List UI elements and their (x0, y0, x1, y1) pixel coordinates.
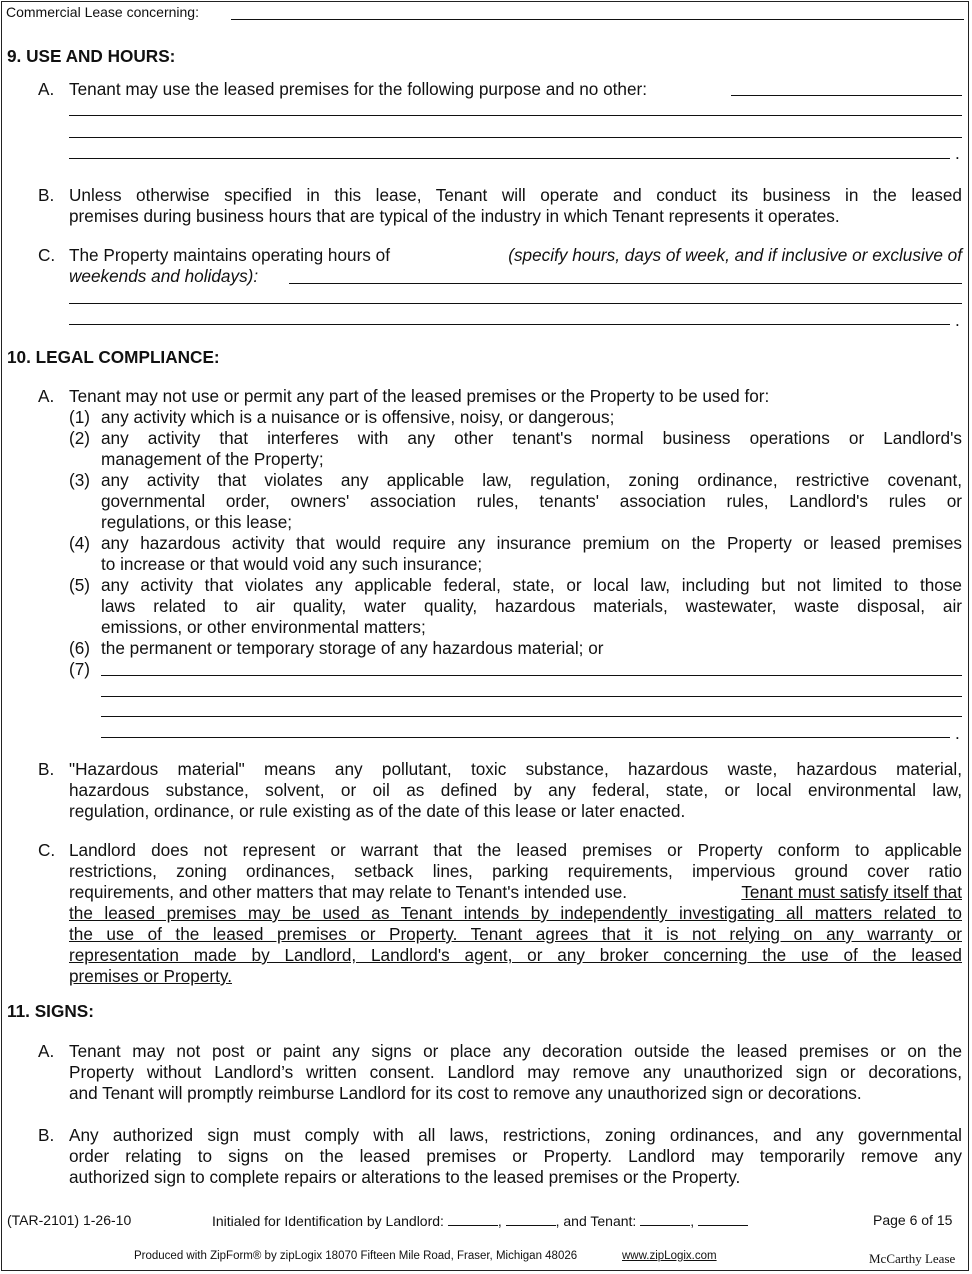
item-7-blank-1[interactable] (101, 675, 962, 676)
item-5-num: (5) (69, 575, 91, 595)
s10-c-line3-plain: requirements, and other matters that may relate to Tenant's intended use. (69, 882, 628, 902)
s10-c-under-line1: the leased premises may be used as Tenant intends by independently investigating all matters related to (69, 903, 962, 923)
purpose-blank-3[interactable] (69, 137, 962, 138)
item-7-blank-2[interactable] (101, 696, 962, 697)
s10-b-label: B. (38, 759, 55, 779)
s9-c-line1-italic: (specify hours, days of week, and if inclusive or exclusive of (508, 245, 962, 265)
hours-blank-3[interactable] (69, 324, 950, 325)
item-3-line2: governmental order, owners' association rules, tenants' association rules, Landlord's rules or (101, 491, 962, 511)
footer-initials (212, 1212, 748, 1229)
s10-c-line3-underlined: Tenant must satisfy itself that (741, 882, 962, 902)
item-4-line1: any hazardous activity that would require any insurance premium on the Property or leased premises (101, 533, 962, 553)
s10-a-intro: Tenant may not use or permit any part of the leased premises or the Property to be used for: (69, 386, 770, 406)
item-2-line2: management of the Property; (101, 449, 324, 469)
s10-b-line1: "Hazardous material" means any pollutant, toxic substance, hazardous waste, hazardous material, (69, 759, 962, 779)
period: . (955, 310, 960, 330)
purpose-blank-4[interactable] (69, 158, 950, 159)
item-5-line3: emissions, or other environmental matters; (101, 617, 426, 637)
landlord-initial-blank-2[interactable] (506, 1212, 556, 1226)
file-name: McCarthy Lease (869, 1251, 956, 1266)
produced-by: Produced with ZipForm® by zipLogix 18070 Fifteen Mile Road, Fraser, Michigan 48026 (134, 1250, 578, 1262)
s10-b-line2: hazardous substance, solvent, or oil as defined by any federal, state, or local environmental law, (69, 780, 962, 800)
s9-a-label: A. (38, 79, 55, 99)
s10-c-under-line4: premises or Property. (69, 966, 233, 986)
s10-c-label: C. (38, 840, 56, 860)
ziplogix-link[interactable]: www.zipLogix.com (622, 1250, 717, 1262)
s9-b-line1: Unless otherwise specified in this lease, Tenant will operate and conduct its business in the leased (69, 185, 962, 205)
item-1-num: (1) (69, 407, 91, 427)
s10-b-line3: regulation, ordinance, or rule existing as of the date of this lease or later enacted. (69, 801, 686, 821)
s9-b-line2: premises during business hours that are typical of the industry in which Tenant represents it operates. (69, 206, 840, 226)
s11-a-line1: Tenant may not post or paint any signs or place any decoration outside the leased premises or on the (69, 1041, 962, 1061)
s9-c-line2: weekends and holidays): (69, 266, 259, 286)
item-6-num: (6) (69, 638, 91, 658)
purpose-blank-2[interactable] (69, 115, 962, 116)
s9-c-label: C. (38, 245, 56, 265)
document-header: Commercial Lease concerning: (6, 4, 199, 20)
s10-c-line3 (69, 882, 962, 903)
item-7-blank-4[interactable] (101, 737, 950, 738)
item-3-line1: any activity that violates any applicable law, regulation, zoning ordinance, restrictive covenant, (101, 470, 962, 490)
item-2-num: (2) (69, 428, 91, 448)
s9-a-text: Tenant may use the leased premises for the following purpose and no other: (69, 79, 648, 99)
s9-c-line1 (69, 245, 962, 266)
s10-c-line2: restrictions, zoning ordinances, setback lines, parking requirements, impervious ground cover ratio (69, 861, 962, 881)
hours-blank-1[interactable] (289, 283, 962, 284)
item-1-line1: any activity which is a nuisance or is offensive, noisy, or dangerous; (101, 407, 615, 427)
page-number: Page 6 of 15 (873, 1212, 953, 1228)
purpose-blank-1[interactable] (731, 95, 962, 96)
section-9-heading: 9. USE AND HOURS: (7, 46, 176, 66)
s10-c-under-line2: the use of the leased premises or Property. Tenant agrees that it is not relying on any warranty or (69, 924, 962, 944)
section-11-heading: 11. SIGNS: (7, 1001, 94, 1021)
comma-sep-2: , (690, 1213, 695, 1229)
form-id: (TAR-2101) 1-26-10 (7, 1212, 132, 1228)
item-4-line2: to increase or that would void any such insurance; (101, 554, 483, 574)
s11-b-line2: order relating to signs on the leased premises or Property. Landlord may temporarily remove any (69, 1146, 962, 1166)
section-10-heading: 10. LEGAL COMPLIANCE: (7, 347, 220, 367)
s10-c-under-line3: representation made by Landlord, Landlord's agent, or any broker concerning the use of the leased (69, 945, 962, 965)
and-tenant-label: , and Tenant: (555, 1213, 637, 1229)
property-address-blank[interactable] (231, 19, 964, 20)
item-5-line1: any activity that violates any applicable federal, state, or local law, including but not limited to those (101, 575, 962, 595)
tenant-initial-blank-2[interactable] (698, 1212, 748, 1226)
item-4-num: (4) (69, 533, 91, 553)
s11-b-line1: Any authorized sign must comply with all laws, restrictions, zoning ordinances, and any governmental (69, 1125, 962, 1145)
tenant-initial-blank-1[interactable] (640, 1212, 690, 1226)
item-7-blank-3[interactable] (101, 716, 962, 717)
item-3-num: (3) (69, 470, 91, 490)
s10-c-line1: Landlord does not represent or warrant that the leased premises or Property conform to applicable (69, 840, 962, 860)
initialed-landlord-label: Initialed for Identification by Landlord: (212, 1213, 444, 1229)
item-6-line1: the permanent or temporary storage of any hazardous material; or (101, 638, 604, 658)
s11-a-line2: Property without Landlord’s written consent. Landlord may remove any unauthorized sign or decorations, (69, 1062, 962, 1082)
period: . (955, 723, 960, 743)
s10-a-label: A. (38, 386, 55, 406)
comma-sep-1: , (497, 1213, 502, 1229)
s9-b-label: B. (38, 185, 55, 205)
landlord-initial-blank-1[interactable] (448, 1212, 498, 1226)
item-5-line2: laws related to air quality, water quality, hazardous materials, wastewater, waste disposal, air (101, 596, 962, 616)
item-2-line1: any activity that interferes with any other tenant's normal business operations or Landlord's (101, 428, 962, 448)
s11-a-label: A. (38, 1041, 55, 1061)
s9-c-line1-plain: The Property maintains operating hours of (69, 245, 391, 265)
item-7-num: (7) (69, 659, 91, 679)
s11-a-line3: and Tenant will promptly reimburse Landlord for its cost to remove any unauthorized sign or decorations. (69, 1083, 862, 1103)
period: . (955, 143, 960, 163)
s11-b-label: B. (38, 1125, 55, 1145)
s11-b-line3: authorized sign to complete repairs or alterations to the leased premises or the Property. (69, 1167, 741, 1187)
hours-blank-2[interactable] (69, 303, 962, 304)
item-3-line3: regulations, or this lease; (101, 512, 293, 532)
